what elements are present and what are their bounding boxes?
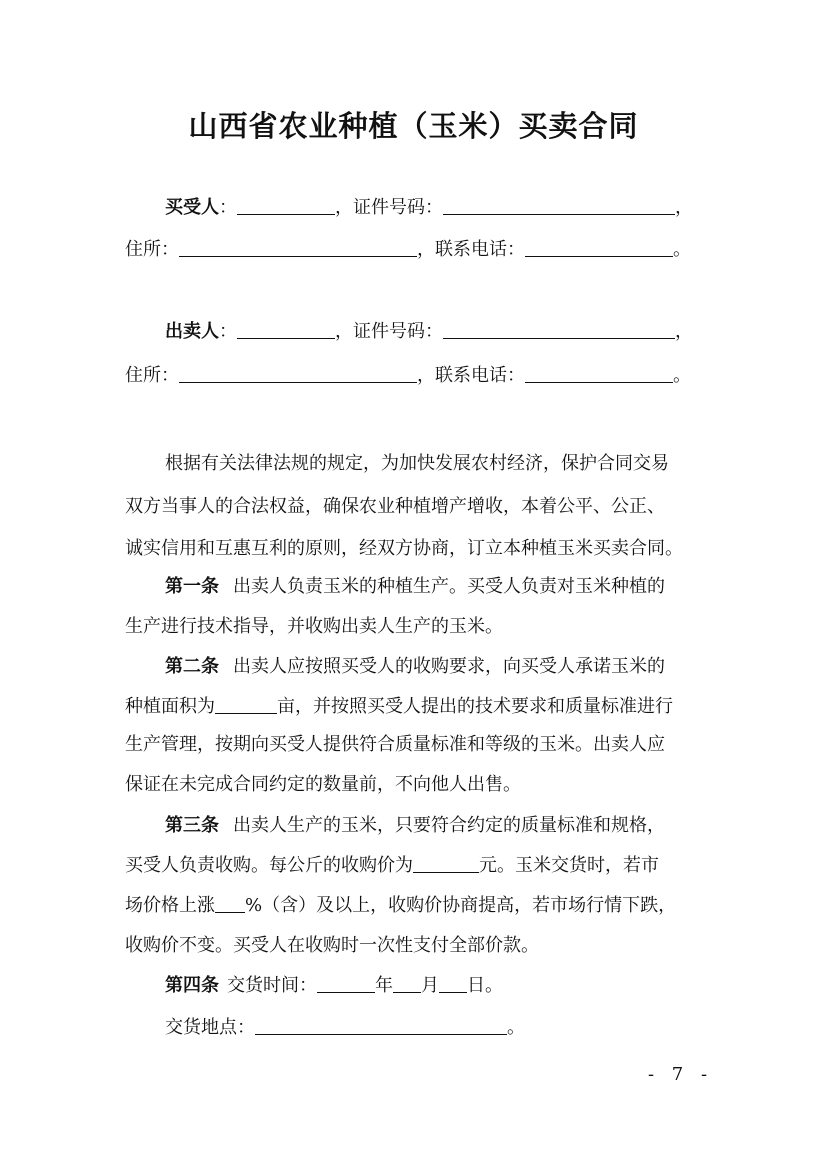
price-rise-percent-blank[interactable] [215,894,245,913]
article3-text-2a: 买受人负责收购。每公斤的收购价为 [125,855,413,876]
seller-address-line [125,364,705,388]
buyer-colon: ： [219,197,237,218]
buyer-name-blank[interactable] [237,196,335,215]
buyer-phone-label: ，联系电话： [417,239,525,260]
article3-label: 第三条 [165,815,219,836]
seller-line [165,320,745,344]
purchase-price-blank[interactable] [413,854,479,873]
seller-id-label: ，证件号码： [335,321,443,342]
delivery-month-blank[interactable] [393,974,421,993]
article2-line-1 [165,655,745,679]
article2-label: 第二条 [165,656,219,677]
article3-line-2 [125,854,705,878]
article1-text-1: 出卖人负责玉米的种植生产。买受人负责对玉米种植的 [233,576,665,597]
seller-address-label: 住所： [125,365,179,386]
buyer-line [165,196,745,220]
delivery-place-blank[interactable] [255,1016,507,1035]
planting-area-blank[interactable] [215,695,277,714]
article2-line-2 [125,695,705,719]
buyer-address-line [125,238,705,262]
delivery-day-blank[interactable] [439,974,467,993]
buyer-end-period: 。 [673,239,691,260]
buyer-address-blank[interactable] [179,238,417,257]
article2-line-3: 生产管理，按期向买受人提供符合质量标准和等级的玉米。出卖人应 [125,734,665,755]
seller-phone-label: ，联系电话： [417,365,525,386]
seller-name-blank[interactable] [237,320,335,339]
article4-label: 第四条 [165,975,219,996]
buyer-id-label: ，证件号码： [335,197,443,218]
buyer-phone-blank[interactable] [525,238,673,257]
preamble-line-1: 根据有关法律法规的规定，为加快发展农村经济，保护合同交易 [165,453,669,474]
article3-text-2b: 元。玉米交货时，若市 [479,855,659,876]
year-label: 年 [375,975,393,996]
preamble-line-3: 诚实信用和互惠互利的原则，经双方协商，订立本种植玉米买卖合同。 [125,538,683,559]
month-label: 月 [421,975,439,996]
article3-text-3b: %（含）及以上，收购价协商提高，若市场行情下跌， [245,895,677,916]
article3-line-3 [125,894,705,918]
article3-line-1 [165,814,745,838]
article2-text-2b: 亩，并按照买受人提出的技术要求和质量标准进行 [277,696,673,717]
article4-line-1 [165,974,745,998]
seller-address-blank[interactable] [179,364,417,383]
seller-phone-blank[interactable] [525,364,673,383]
article1-label: 第一条 [165,576,219,597]
seller-end-period: 。 [673,365,691,386]
article2-text-2a: 种植面积为 [125,696,215,717]
buyer-id-blank[interactable] [443,196,675,215]
buyer-address-label: 住所： [125,239,179,260]
article1-line-2: 生产进行技术指导，并收购出卖人生产的玉米。 [125,616,503,637]
buyer-label: 买受人 [165,197,219,218]
article2-text-1: 出卖人应按照买受人的收购要求，向买受人承诺玉米的 [233,656,665,677]
seller-label: 出卖人 [165,321,219,342]
delivery-place-label: 交货地点： [165,1017,255,1038]
buyer-end-comma: ， [675,197,693,218]
article3-text-1: 出卖人生产的玉米，只要符合约定的质量标准和规格， [233,815,665,836]
seller-end-comma: ， [675,321,693,342]
article2-line-4: 保证在未完成合同约定的数量前，不向他人出售。 [125,774,521,795]
page-number: - 7 - [648,1064,714,1085]
article3-text-3a: 场价格上涨 [125,895,215,916]
delivery-year-blank[interactable] [317,974,375,993]
day-label: 日。 [467,975,503,996]
seller-id-blank[interactable] [443,320,675,339]
delivery-place-end: 。 [507,1017,525,1038]
article4-line-2 [165,1016,745,1040]
article3-line-4: 收购价不变。买受人在收购时一次性支付全部价款。 [125,935,539,956]
delivery-time-label: 交货时间： [227,975,317,996]
seller-colon: ： [219,321,237,342]
contract-title: 山西省农业种植（玉米）买卖合同 [188,109,639,143]
preamble-line-2: 双方当事人的合法权益，确保农业种植增产增收，本着公平、公正、 [125,496,665,517]
article1-line-1 [165,575,745,599]
